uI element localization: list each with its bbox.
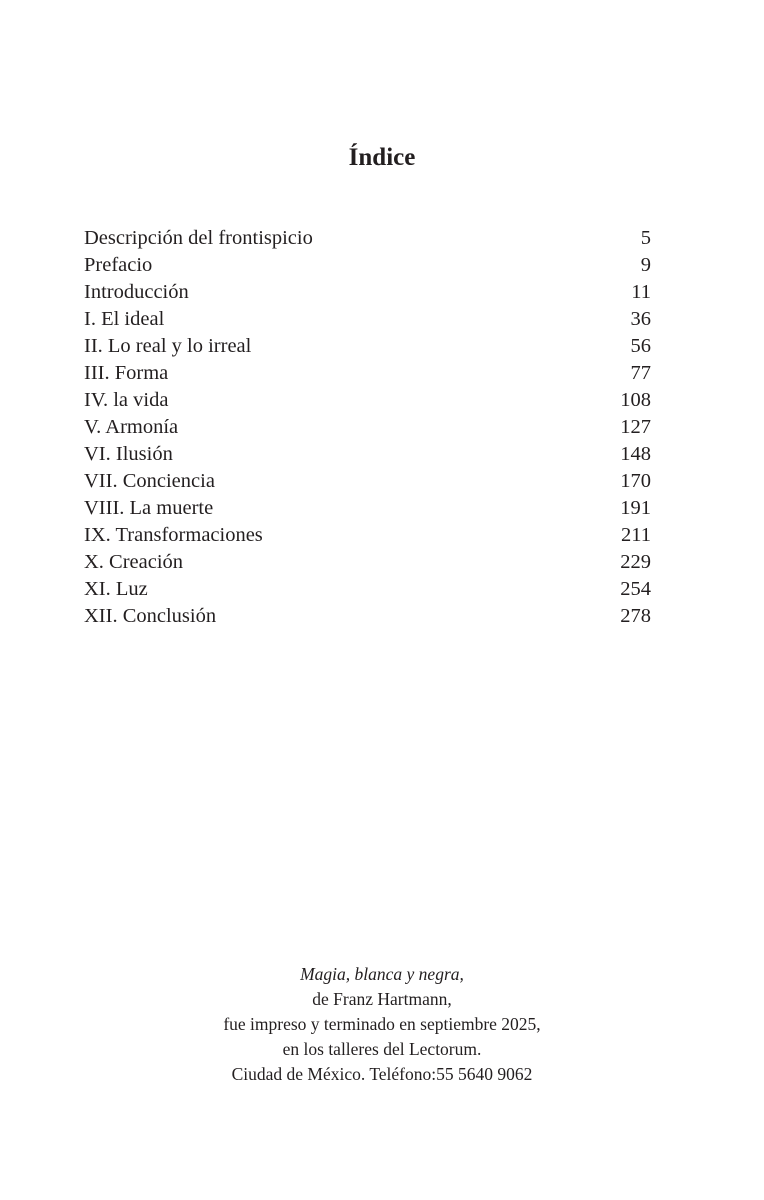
toc-entry[interactable] [84,306,651,333]
toc-entry-page-number: 77 [630,362,651,384]
toc-entry-page-number: 211 [621,524,651,546]
colophon-print-date: fue impreso y terminado en septiembre 2025, [223,1014,541,1034]
toc-entry-label: VI. Ilusión [84,443,173,465]
toc-entry[interactable] [84,414,651,441]
colophon-book-title: Magia, blanca y negra, [300,964,464,984]
toc-entry-label: XI. Luz [84,578,148,600]
colophon-printer: en los talleres del Lectorum. [282,1039,482,1059]
toc-entry-page-number: 5 [640,227,651,249]
toc-entry[interactable] [84,495,651,522]
toc-entry-label: Introducción [84,281,189,303]
toc-entry-page-number: 191 [620,497,651,519]
toc-entry-page-number: 127 [620,416,651,438]
toc-entry[interactable] [84,387,651,414]
toc-entry[interactable] [84,603,651,630]
page-title: Índice [348,144,416,171]
toc-entry[interactable] [84,360,651,387]
toc-entry-label: Descripción del frontispicio [84,227,313,249]
toc-entry-page-number: 11 [631,281,651,303]
toc-entry-label: V. Armonía [84,416,179,438]
toc-entry-label: III. Forma [84,362,169,384]
toc-entry-label: I. El ideal [84,308,165,330]
toc-entry-label: IX. Transformaciones [84,524,263,546]
toc-entry-label: X. Creación [84,551,184,573]
toc-entry[interactable] [84,576,651,603]
toc-entry-label: Prefacio [84,254,153,276]
toc-entry-page-number: 148 [620,443,651,465]
toc-entry[interactable] [84,522,651,549]
colophon [0,962,764,1087]
toc-entry-label: XII. Conclusión [84,605,217,627]
toc-entry-page-number: 278 [620,605,651,627]
toc-entry[interactable] [84,468,651,495]
colophon-author: de Franz Hartmann, [312,989,452,1009]
toc-entry-page-number: 170 [620,470,651,492]
toc-entry[interactable] [84,252,651,279]
toc-entry-page-number: 36 [630,308,651,330]
toc-entry-page-number: 254 [620,578,651,600]
toc-entry-page-number: 9 [640,254,651,276]
toc-entry[interactable] [84,441,651,468]
toc-entry-label: VIII. La muerte [84,497,214,519]
colophon-address: Ciudad de México. Teléfono:55 5640 9062 [231,1064,533,1084]
toc-entry-page-number: 108 [620,389,651,411]
toc-entry[interactable] [84,333,651,360]
toc-entry-label: VII. Conciencia [84,470,215,492]
toc-entry[interactable] [84,549,651,576]
toc-entry-page-number: 229 [620,551,651,573]
toc-entry-label: II. Lo real y lo irreal [84,335,252,357]
table-of-contents [84,225,651,630]
toc-entry[interactable] [84,279,651,306]
toc-entry-label: IV. la vida [84,389,169,411]
toc-entry-page-number: 56 [630,335,651,357]
toc-entry[interactable] [84,225,651,252]
